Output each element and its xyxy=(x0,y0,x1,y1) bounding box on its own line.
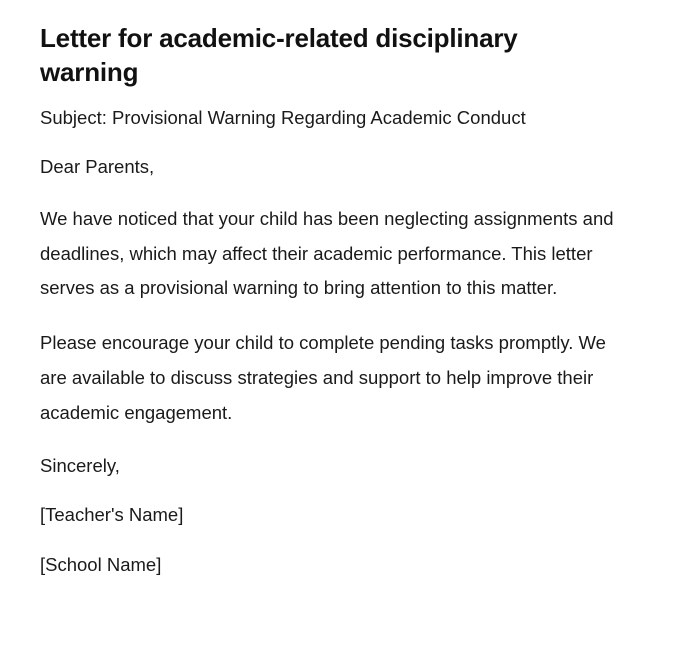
letter-closing: Sincerely, xyxy=(40,454,120,476)
signature-school-name: [School Name] xyxy=(40,553,162,575)
page-title: Letter for academic-related disciplinary warning xyxy=(40,23,518,87)
letter-subject-line: Subject: Provisional Warning Regarding Academic Conduct xyxy=(40,106,526,128)
letter-salutation: Dear Parents, xyxy=(40,156,155,178)
letter-body-paragraph-2: Please encourage your child to complete pending tasks promptly. We are available to discuss strategies and support to help improve their academic engagement. xyxy=(40,332,606,423)
letter-body-paragraph-1: We have noticed that your child has been neglecting assignments and deadlines, which may affect their academic performance. This letter serves as a provisional warning to bring attention to this matter. xyxy=(40,207,614,299)
signature-teacher-name: [Teacher's Name] xyxy=(40,504,184,526)
